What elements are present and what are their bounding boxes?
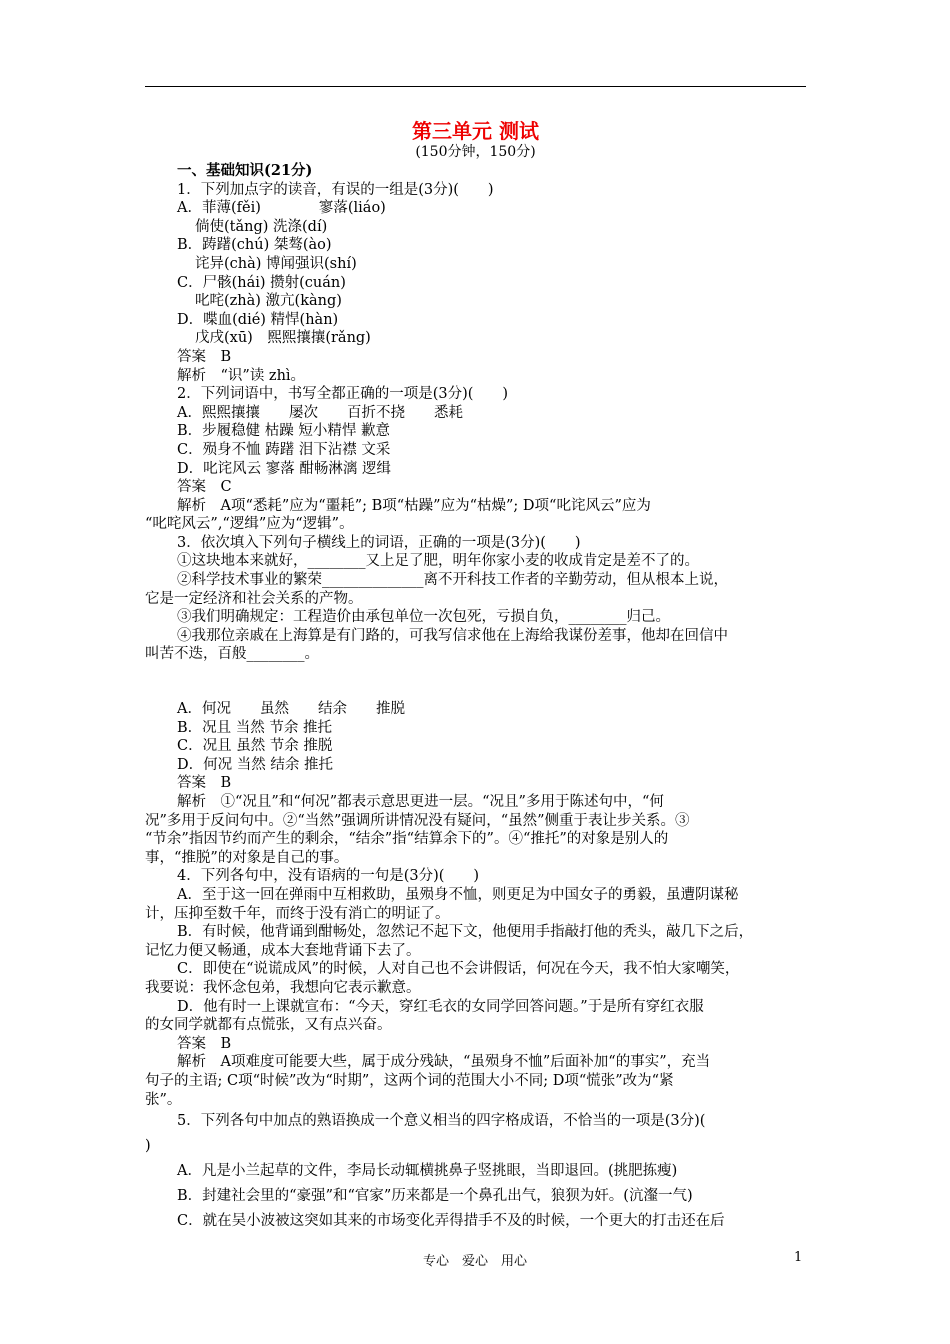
text-line: 叫苦不迭，百般________。	[145, 646, 319, 663]
text-line: D．喋血(dié) 精悍(hàn)	[177, 311, 339, 328]
text-line: 1．下列加点字的读音，有误的一组是(3分)( )	[177, 181, 494, 198]
page-title: 第三单元 测试	[412, 119, 539, 143]
text-line: 解析 “识”读 zhì。	[177, 367, 306, 384]
text-line: C．况且 虽然 节余 推脱	[177, 738, 333, 755]
text-line: C．殒身不恤 踌躇 泪下沾襟 文采	[177, 441, 391, 458]
text-line: 答案 B	[177, 348, 232, 365]
header-rule	[145, 86, 806, 87]
text-line: 诧异(chà) 博闻强识(shí)	[195, 255, 357, 272]
text-line: 答案 C	[177, 479, 232, 496]
text-line: 事，“推脱”的对象是自己的事。	[145, 849, 349, 866]
text-line: 3．依次填入下列句子横线上的词语，正确的一项是(3分)( )	[177, 534, 581, 551]
text-line: B．况且 当然 节余 推托	[177, 719, 332, 736]
text-line: 我要说：我怀念包弟，我想向它表示歉意。	[145, 979, 421, 996]
text-line: 戊戌(xū) 熙熙攘攘(rǎng)	[195, 330, 371, 347]
text-line: 句子的主语; C项“时候”改为“时期”，这两个词的范围大小不同; D项“慌张”改为“紧	[145, 1072, 674, 1089]
text-line: 叱咤(zhà) 激亢(kàng)	[195, 293, 342, 310]
text-line	[145, 664, 806, 700]
text-line: ①这块地本来就好，________又上足了肥，明年你家小麦的收成肯定是差不了的。	[177, 553, 699, 570]
page-number: 1	[794, 1250, 803, 1265]
text-lines	[145, 162, 806, 1234]
text-line: 的女同学就都有点慌张，又有点兴奋。	[145, 1017, 392, 1034]
text-line: 况”多用于反问句中。②“当然”强调所讲情况没有疑问，“虽然”侧重于表让步关系。③	[145, 812, 690, 829]
text-line: 解析 ①“况且”和“何况”都表示意思更进一层。“况且”多用于陈述句中，“何	[177, 794, 664, 810]
text-line: “节余”指因节约而产生的剩余，“结余”指“结算余下的”。④“推托”的对象是别人的	[145, 831, 669, 848]
text-line: 计，压抑至数千年，而终于没有消亡的明证了。	[145, 905, 450, 922]
text-line: D．何况 当然 结余 推托	[177, 756, 333, 773]
text-line: ②科学技术事业的繁荣______________离不开科技工作者的辛勤劳动，但从根本上说，	[177, 572, 728, 589]
text-line: 记忆力便又畅通，成本大套地背诵下去了。	[145, 942, 421, 959]
text-line: A．何况 虽然 结余 推脱	[177, 701, 405, 718]
text-line: C．就在吴小波被这突如其来的市场变化弄得措手不及的时候，一个更大的打击还在后	[177, 1213, 725, 1230]
text-line: B．踌躇(chú) 桀骜(ào)	[177, 237, 332, 254]
text-line: B．步履稳健 枯躁 短小精悍 歉意	[177, 423, 390, 440]
text-line: 答案 B	[177, 775, 232, 792]
text-line: D．叱诧风云 寥落 酣畅淋漓 逻缉	[177, 460, 391, 477]
text-line: ④我那位亲戚在上海算是有门路的，可我写信求他在上海给我谋份差事，他却在回信中	[177, 627, 728, 644]
footer-motto: 专心 爱心 用心	[422, 1254, 527, 1269]
text-line: C．即使在“说谎成风”的时候，人对自己也不会讲假话，何况在今天，我不怕大家嘲笑，	[177, 961, 740, 978]
text-line: 答案 B	[177, 1035, 232, 1052]
page-subtitle: (150分钟，150分)	[415, 144, 536, 160]
text-line: 4．下列各句中，没有语病的一句是(3分)( )	[177, 868, 480, 885]
text-line: B．有时候，他背诵到酣畅处，忽然记不起下文，他便用手指敲打他的秃头，敲几下之后，	[177, 924, 754, 941]
text-line: 解析 A项难度可能要大些，属于成分残缺，“虽殒身不恤”后面补加“的事实”，充当	[177, 1054, 711, 1071]
text-line: 解析 A项“悉耗”应为“噩耗”; B项“枯躁”应为“枯燥”; D项“叱诧风云”应为	[177, 497, 651, 514]
text-line: “叱咤风云”,“逻缉”应为“逻辑”。	[145, 516, 354, 533]
text-line: A．菲薄(fěi) 寥落(liáo)	[177, 200, 386, 217]
text-line: 一、基础知识(21分)	[177, 162, 313, 179]
text-line: C．尸骸(hái) 攒射(cuán)	[177, 274, 346, 291]
text-line: 它是一定经济和社会关系的产物。	[145, 590, 363, 607]
text-line: B．封建社会里的“豪强”和“官家”历来都是一个鼻孔出气，狼狈为奸。(沆瀣一气)	[177, 1188, 693, 1205]
text-line: A．熙熙攘攘 屡次 百折不挠 悉耗	[177, 404, 463, 421]
text-line: )	[145, 1138, 151, 1155]
text-line: 倘使(tǎng) 洗涤(dí)	[195, 218, 328, 235]
text-line: ③我们明确规定：工程造价由承包单位一次包死，亏损自负，________归己。	[177, 609, 670, 626]
text-line: 5．下列各句中加点的熟语换成一个意义相当的四字格成语，不恰当的一项是(3分)(	[177, 1113, 706, 1130]
text-line: A．凡是小兰起草的文件，李局长动辄横挑鼻子竖挑眼，当即退回。(挑肥拣瘦)	[177, 1163, 678, 1180]
text-line: A．至于这一回在弹雨中互相救助，虽殒身不恤，则更足为中国女子的勇毅，虽遭阴谋秘	[177, 886, 739, 903]
document-body	[145, 118, 806, 1234]
text-line: D．他有时一上课就宣布：“今天，穿红毛衣的女同学回答问题。”于是所有穿红衣服	[177, 998, 704, 1015]
text-line: 张”。	[145, 1091, 182, 1108]
text-line: 2．下列词语中，书写全都正确的一项是(3分)( )	[177, 386, 509, 403]
